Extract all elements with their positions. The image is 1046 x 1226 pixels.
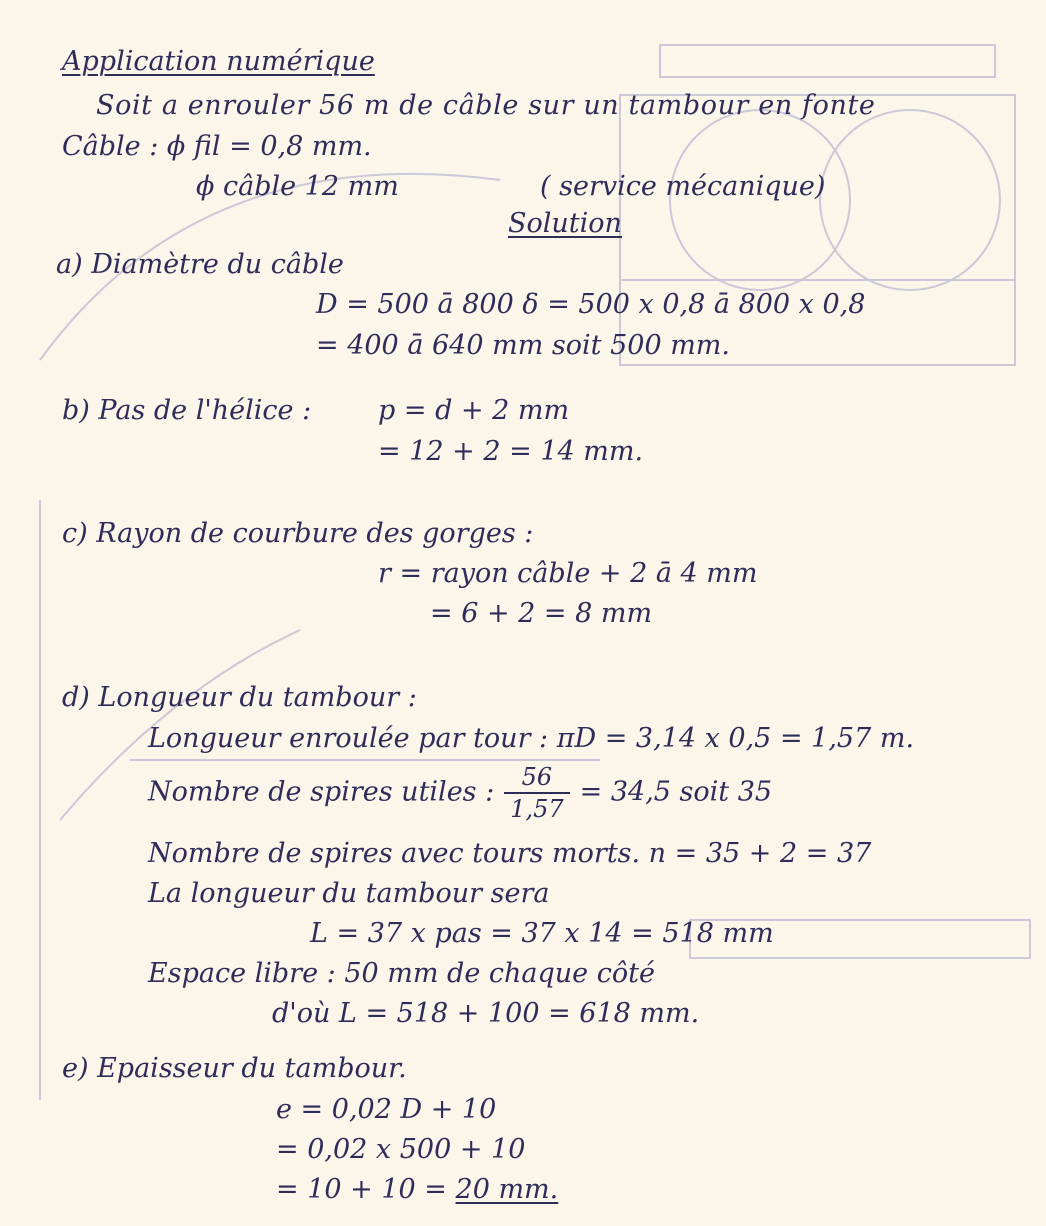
section-e-line-2: = 0,02 x 500 + 10 bbox=[276, 1134, 526, 1165]
section-e-line-1: e = 0,02 D + 10 bbox=[276, 1094, 497, 1125]
final-result: 20 mm. bbox=[455, 1174, 559, 1205]
fraction-denominator: 1,57 bbox=[510, 795, 564, 823]
section-c-line-1: r = rayon câble + 2 ā 4 mm bbox=[378, 558, 758, 589]
section-c-line-2: = 6 + 2 = 8 mm bbox=[430, 598, 653, 629]
intro-line-2: Câble : ϕ fil = 0,8 mm. bbox=[62, 131, 372, 162]
section-b-line-1: p = d + 2 mm bbox=[378, 395, 570, 426]
spires-label: Nombre de spires utiles : bbox=[148, 776, 495, 808]
section-e-sum: = 10 + 10 = bbox=[276, 1174, 447, 1205]
section-e-line-3 bbox=[276, 1174, 558, 1206]
section-d-line-4: La longueur du tambour sera bbox=[148, 878, 550, 909]
intro-line-3-service: ( service mécanique) bbox=[540, 171, 826, 202]
section-a-heading: a) Diamètre du câble bbox=[56, 249, 344, 280]
section-b-heading: b) Pas de l'hélice : bbox=[62, 395, 312, 426]
page-title: Application numérique bbox=[62, 46, 375, 77]
spires-fraction bbox=[504, 762, 569, 824]
solution-heading: Solution bbox=[508, 208, 622, 239]
fraction-numerator: 56 bbox=[504, 762, 569, 794]
spires-result: = 34,5 soit 35 bbox=[579, 776, 773, 808]
intro-line-1: Soit a enrouler 56 m de câble sur un tambour en fonte bbox=[96, 90, 876, 121]
section-d-line-2 bbox=[148, 762, 772, 824]
section-a-line-2: = 400 ā 640 mm soit 500 mm. bbox=[316, 330, 730, 361]
section-d-line-7: d'où L = 518 + 100 = 618 mm. bbox=[272, 998, 700, 1029]
section-a-line-1: D = 500 ā 800 δ = 500 x 0,8 ā 800 x 0,8 bbox=[316, 289, 866, 320]
intro-line-3-cable-diameter: ϕ câble 12 mm bbox=[196, 171, 399, 202]
section-d-line-6: Espace libre : 50 mm de chaque côté bbox=[148, 958, 655, 989]
section-e-heading: e) Epaisseur du tambour. bbox=[62, 1053, 407, 1084]
section-d-line-5: L = 37 x pas = 37 x 14 = 518 mm bbox=[310, 918, 774, 949]
section-d-line-3: Nombre de spires avec tours morts. n = 35 + 2 = 37 bbox=[148, 838, 872, 869]
section-d-line-1: Longueur enroulée par tour : πD = 3,14 x 0,5 = 1,57 m. bbox=[148, 723, 915, 754]
section-c-heading: c) Rayon de courbure des gorges : bbox=[62, 518, 534, 549]
section-d-heading: d) Longueur du tambour : bbox=[62, 682, 417, 713]
section-b-line-2: = 12 + 2 = 14 mm. bbox=[378, 436, 644, 467]
